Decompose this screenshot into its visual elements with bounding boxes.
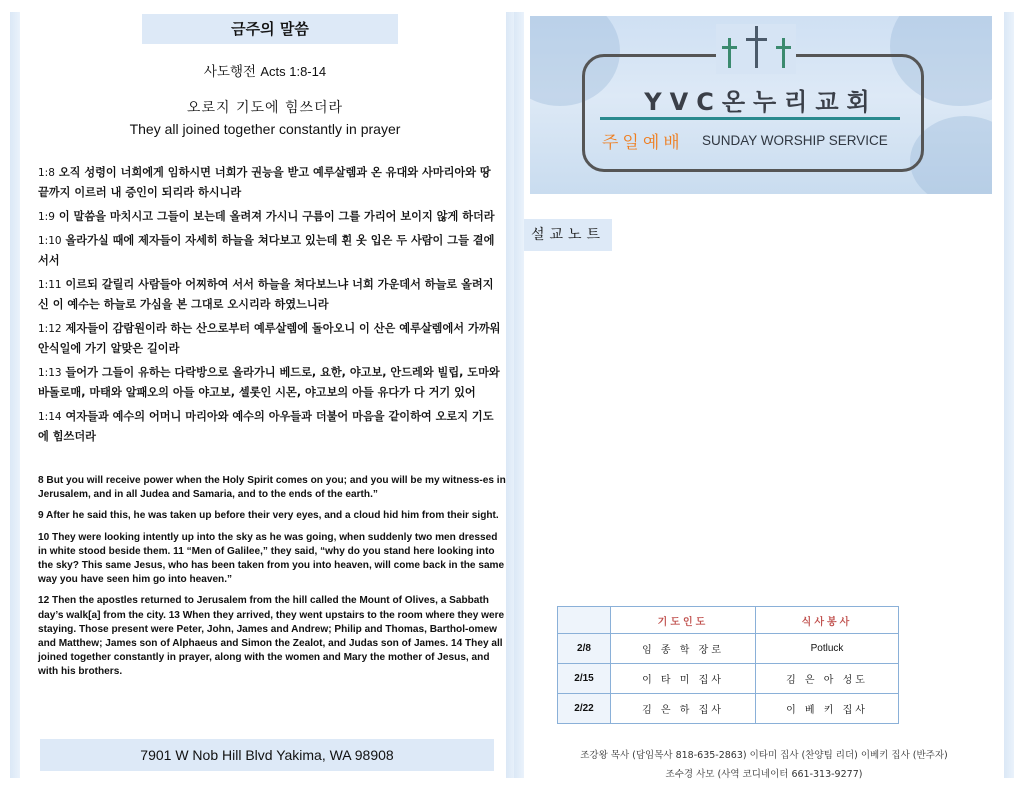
table-header: 기도인도 [611, 607, 756, 634]
table-header: 식사봉사 [756, 607, 899, 634]
table-header [558, 607, 611, 634]
crosses-icon [716, 24, 796, 74]
schedule-date: 2/8 [558, 634, 611, 664]
prayer-leader: 이 타 미 집사 [611, 664, 756, 694]
left-page [24, 0, 506, 791]
church-banner [530, 16, 992, 194]
verse-ko: 1:14 여자들과 예수의 어머니 마리아와 예수의 아우들과 더불어 마음을 같이하여 오로지 기도에 힘쓰더라 [38, 410, 494, 443]
english-verses [38, 474, 508, 687]
right-page [524, 0, 1004, 791]
verse-en: 12 Then the apostles returned to Jerusalem from the hill called the Mount of Olives, a Sabbath day’s walk[a] from the city. 13 When they arrived, they went upstairs to the room where they were staying. Those present were Peter, John, James and Andrew; Philip and Thomas, Barthol-omew and Matthew; James son of Alphaeus and Simon the Zealot, and Judas son of James. 14 They all joined together constantly in prayer, along with the women and Mary the mother of Jesus, and with his brothers. [38, 595, 505, 678]
theme-korean: 오로지 기도에 힘쓰더라 [186, 100, 344, 116]
verse-ko: 1:9 이 말씀을 마치시고 그들이 보는데 올려져 가시니 구름이 그를 가리어 보이지 않게 하더라 [38, 210, 495, 223]
verse-ko: 1:13 들어가 그들이 유하는 다락방으로 올라가니 베드로, 요한, 야고보, 안드레와 빌립, 도마와 바돌로매, 마태와 알패오의 아들 야고보, 셀롯인 시몬, 야고보의 아들 유다가 다 거기 있어 [38, 366, 500, 399]
verse-ko: 1:8 오직 성령이 너희에게 임하시면 너희가 권능을 받고 예루살렘과 온 유대와 사마리아와 땅 끝까지 이르러 내 증인이 되리라 하시니라 [38, 166, 491, 199]
right-page-edge-inner [514, 12, 524, 778]
meal-service: 김 은 아 성도 [756, 664, 899, 694]
verse-en: 8 But you will receive power when the Holy Spirit comes on you; and you will be my witness-es in Jerusalem, and in all Judea and Samaria, and to the ends of the earth.” [38, 475, 506, 501]
table-row [558, 664, 899, 694]
verse-en: 10 They were looking intently up into the sky as he was going, when suddenly two men dressed in white stood beside them. 11 “Men of Galilee,” they said, “why do you stand here looking into the sky? This same Jesus, who has been taken from you into heaven, will come back in the same way you have seen him go into heaven.” [38, 531, 505, 586]
reference-en: Acts 1:8-14 [260, 64, 327, 79]
table-row [558, 694, 899, 724]
scripture-reference [24, 60, 506, 80]
church-name: YVC온누리교회 [644, 88, 878, 116]
table-header-row [558, 607, 899, 634]
prayer-leader: 김 은 하 집사 [611, 694, 756, 724]
schedule-date: 2/15 [558, 664, 611, 694]
verse-ko: 1:12 제자들이 감람원이라 하는 산으로부터 예루살렘에 돌아오니 이 산은 예루살렘에서 가까워 안식일에 가기 알맞은 길이라 [38, 322, 501, 355]
church-address: 7901 W Nob Hill Blvd Yakima, WA 98908 [40, 739, 494, 771]
schedule-date: 2/22 [558, 694, 611, 724]
verse-en: 9 After he said this, he was taken up before their very eyes, and a cloud hid him from their sight. [38, 510, 499, 522]
table-row [558, 634, 899, 664]
meal-service: Potluck [756, 634, 899, 664]
korean-verses [38, 163, 502, 451]
theme-english: They all joined together constantly in prayer [129, 121, 401, 137]
service-title-en: SUNDAY WORSHIP SERVICE [702, 133, 888, 148]
weekly-word-title: 금주의 말씀 [142, 14, 398, 44]
staff-line: 조강왕 목사 (담임목사 818-635-2863) 이타미 집사 (찬양팀 리더) 이베키 집사 (반주자) [580, 750, 948, 761]
sermon-notes-label: 설교노트 [524, 219, 612, 251]
right-page-edge [1004, 12, 1014, 778]
service-title-ko: 주일예배 [602, 133, 684, 153]
staff-line: 조수경 사모 (사역 코디네이터 661-313-9277) [665, 769, 863, 780]
service-schedule-table [557, 606, 899, 724]
prayer-leader: 임 종 학 장로 [611, 634, 756, 664]
left-page-edge [10, 12, 20, 778]
verse-ko: 1:10 올라가실 때에 제자들이 자세히 하늘을 쳐다보고 있는데 흰 옷 입은 두 사람이 그들 곁에 서서 [38, 234, 495, 267]
reference-ko: 사도행전 [203, 64, 257, 80]
verse-ko: 1:11 이르되 갈릴리 사람들아 어찌하여 서서 하늘을 쳐다보느냐 너희 가운데서 하늘로 올려지신 이 예수는 하늘로 가심을 본 그대로 오시리라 하였느니라 [38, 278, 494, 311]
meal-service: 이 베 키 집사 [756, 694, 899, 724]
logo-divider [600, 117, 900, 120]
